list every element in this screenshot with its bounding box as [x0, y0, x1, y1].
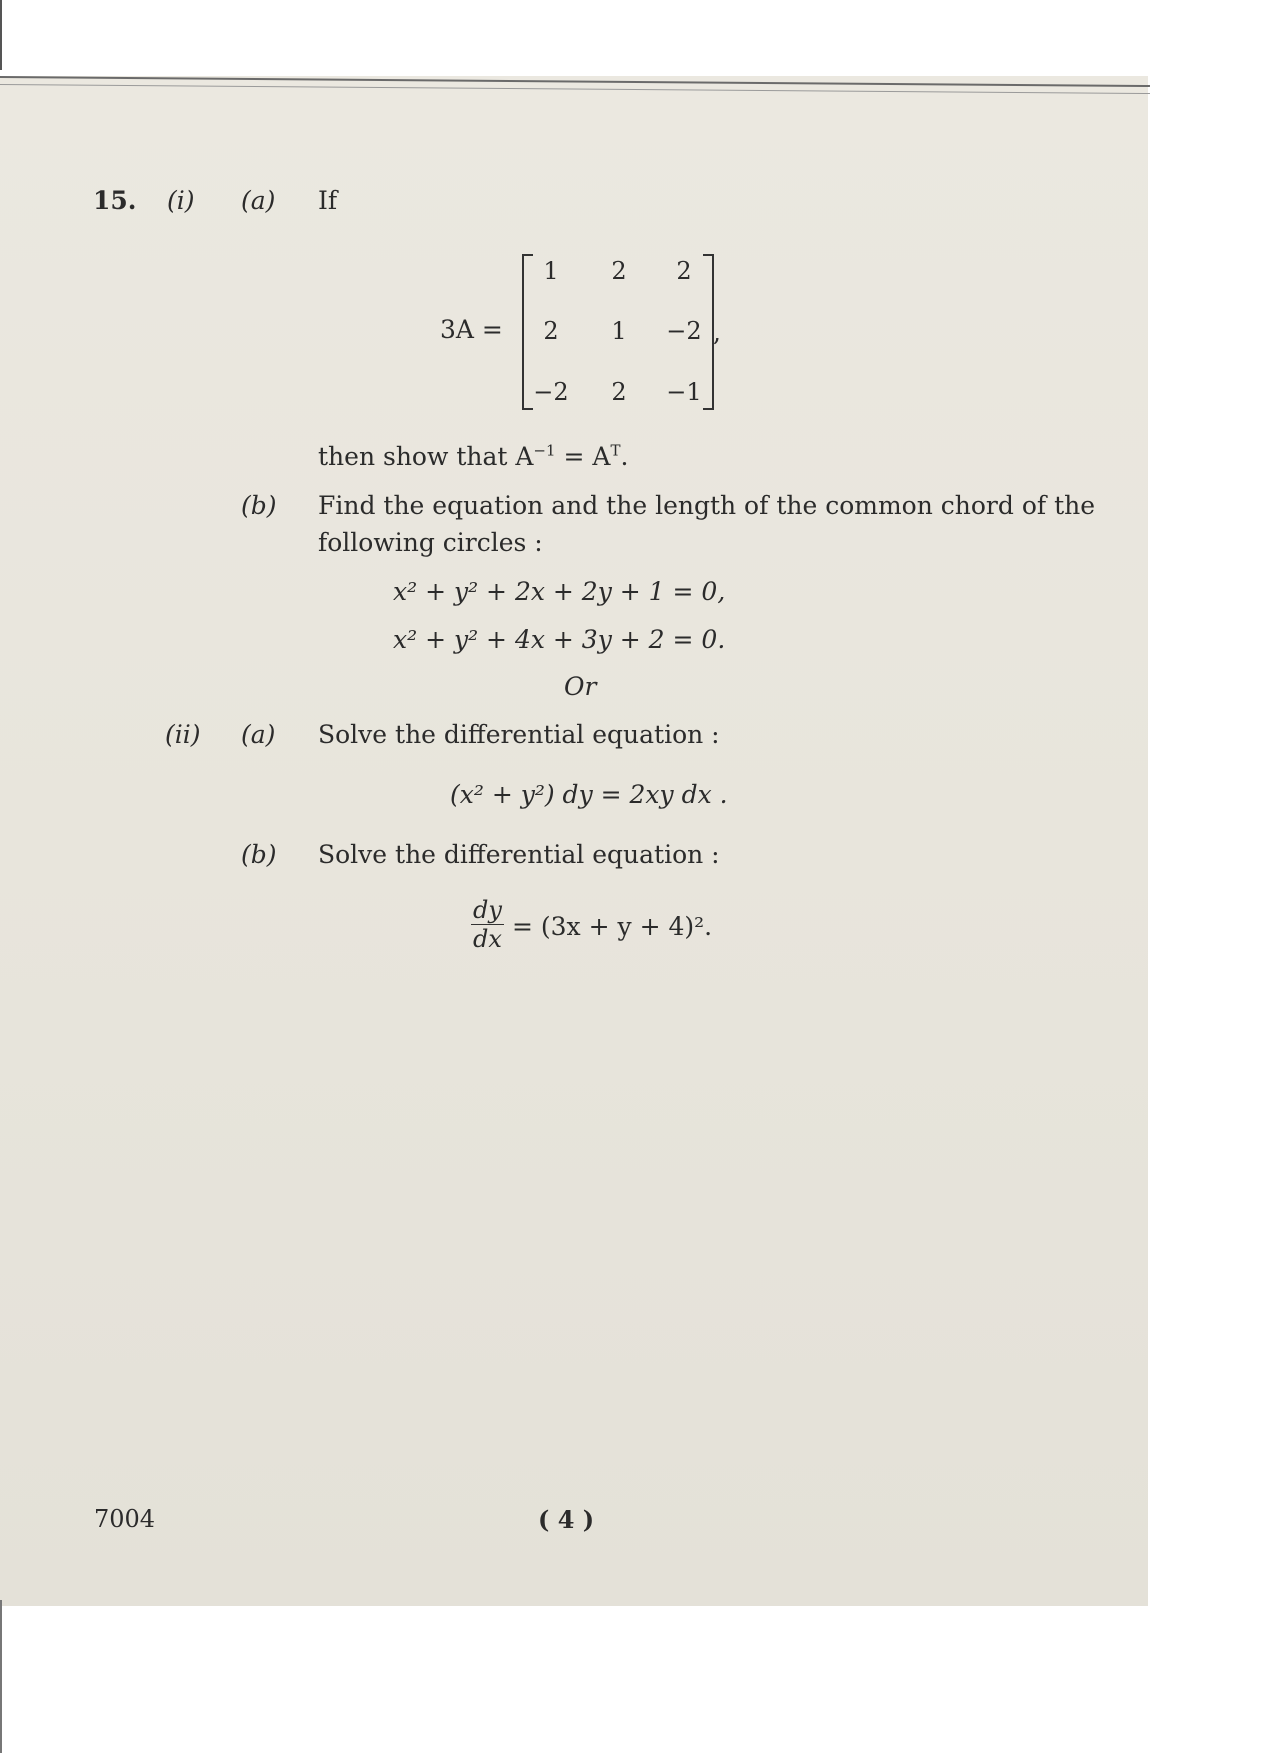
derivative-fraction: [471, 896, 504, 953]
matrix-cell: 1: [543, 257, 559, 285]
scan-edge-top: [0, 0, 2, 70]
matrix-cell: 2: [676, 257, 692, 285]
matrix-cell: 2: [611, 378, 627, 406]
matrix-cell: 2: [543, 317, 559, 345]
part-a-label: (a): [241, 186, 276, 215]
then-statement: then show that $A^{-1} = A^T$.: [318, 441, 629, 471]
matrix-lhs: 3A =: [440, 315, 503, 344]
part-i-label: (i): [167, 186, 195, 215]
fraction-denominator: dx: [473, 925, 502, 953]
circle-equation-1: x² + y² + 2x + 2y + 1 = 0,: [393, 577, 726, 606]
matrix-cell: 1: [611, 317, 627, 345]
part-ii-b-text: Solve the differential equation :: [318, 840, 720, 869]
part-ii-label: (ii): [165, 720, 201, 749]
footer-page-number: ( 4 ): [538, 1505, 595, 1534]
part-ii-a-text: Solve the differential equation :: [318, 720, 720, 749]
part-b-text-line2: following circles :: [318, 528, 543, 557]
matrix-cell: −2: [666, 317, 702, 345]
or-separator: Or: [564, 672, 597, 701]
question-number: 15.: [93, 186, 137, 215]
scan-edge-bottom: [0, 1600, 2, 1753]
ii-b-rhs: = (3x + y + 4)².: [512, 912, 713, 941]
ii-a-equation: (x² + y²) dy = 2xy dx .: [450, 780, 728, 809]
matrix-cell: −2: [533, 378, 569, 406]
part-b-label: (b): [241, 491, 277, 520]
part-ii-a-label: (a): [241, 720, 276, 749]
fraction-numerator: dy: [473, 896, 502, 924]
part-b-text-line1: Find the equation and the length of the common chord of the: [318, 491, 1096, 520]
part-ii-b-label: (b): [241, 840, 277, 869]
circle-equation-2: x² + y² + 4x + 3y + 2 = 0.: [393, 625, 726, 654]
matrix-3a: [522, 254, 714, 410]
footer-code: 7004: [94, 1505, 156, 1533]
matrix-cell: −1: [666, 378, 702, 406]
if-text: If: [318, 186, 338, 215]
matrix-comma: ,: [713, 318, 721, 347]
matrix-cell: 2: [611, 257, 627, 285]
